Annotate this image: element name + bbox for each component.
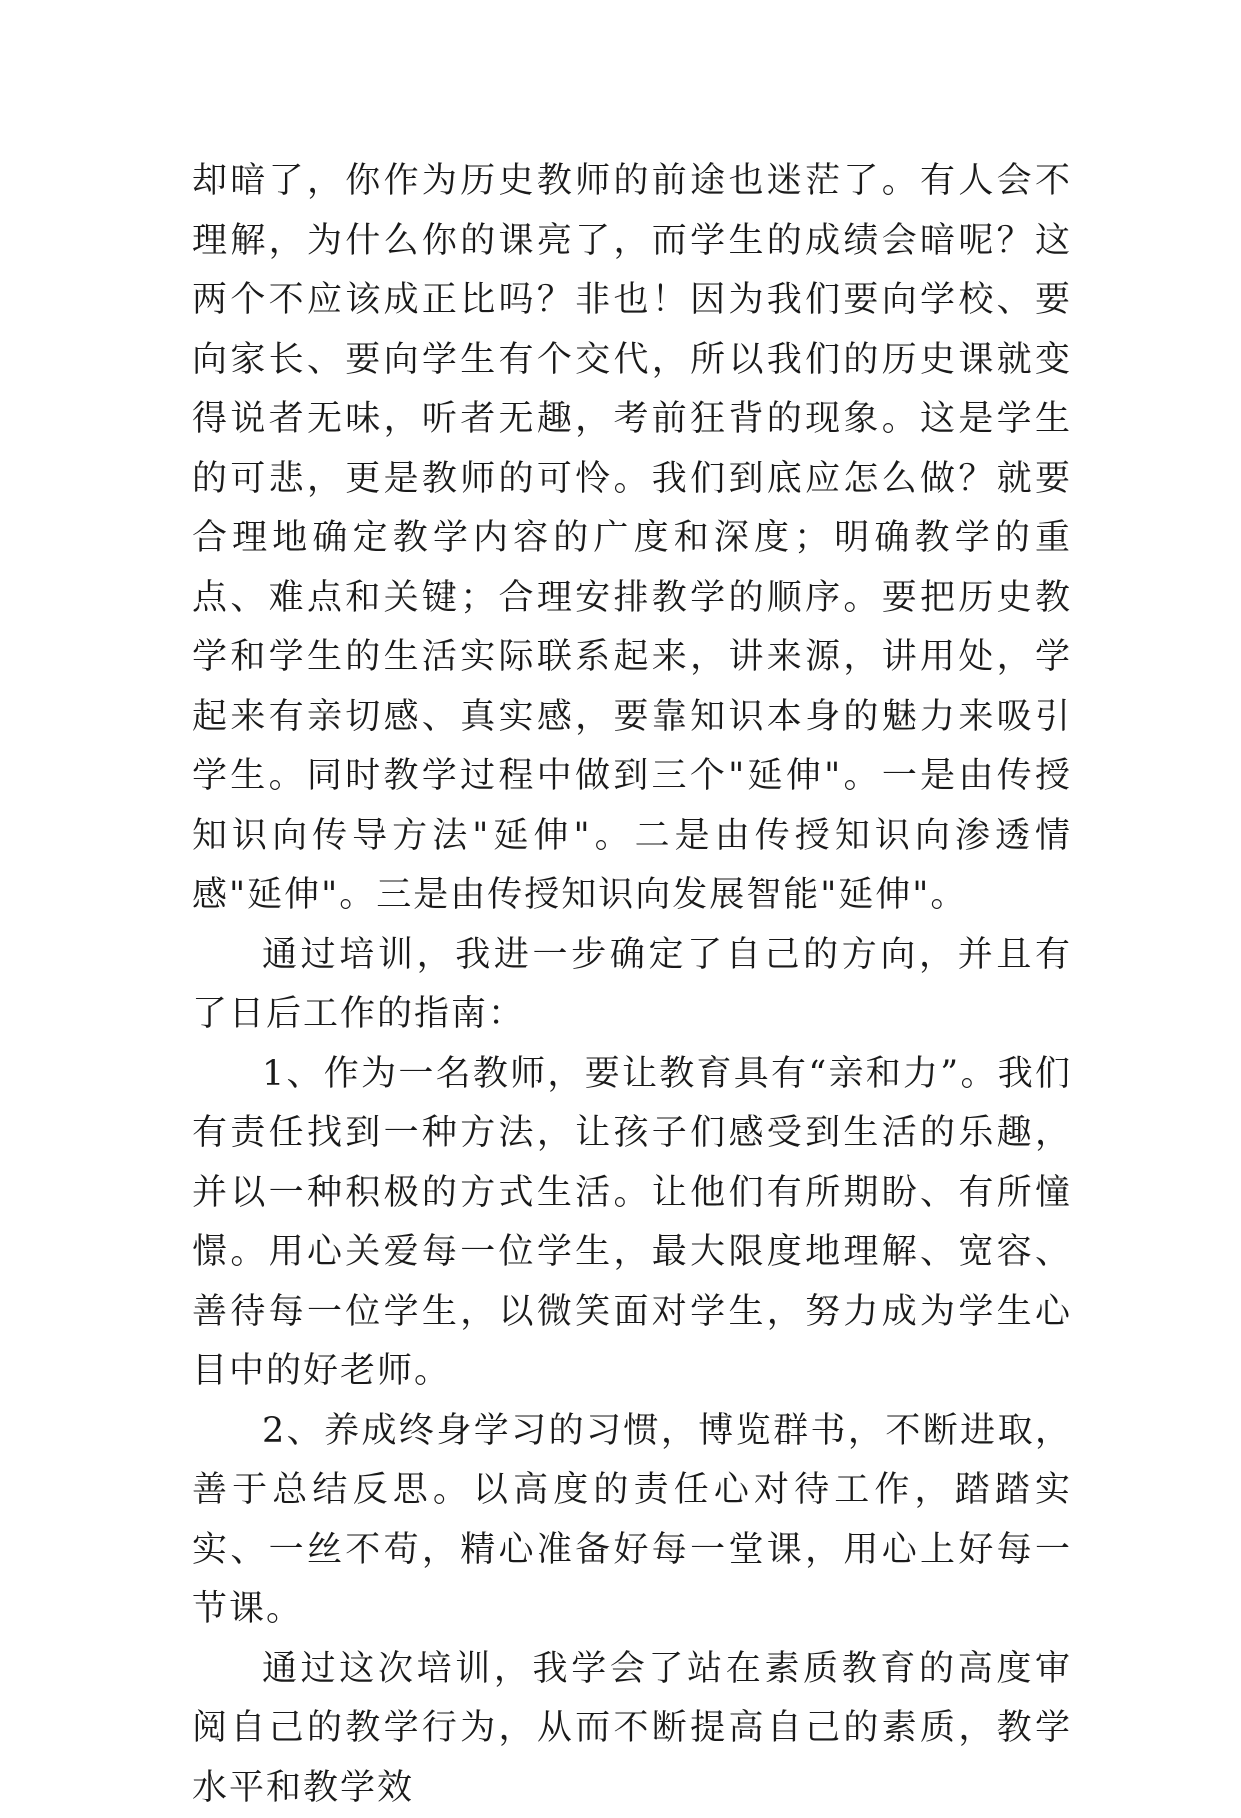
paragraph-point-1: 1、作为一名教师，要让教育具有“亲和力”。我们有责任找到一种方法，让孩子们感受到生活的乐趣，并以一种积极的方式生活。让他们有所期盼、有所憧憬。用心关爱每一位学生，最大限度地理解、宽容、善待每一位学生，以微笑面对学生，努力成为学生心目中的好老师。 (192, 1045, 1072, 1402)
document-body (192, 152, 1072, 1818)
paragraph-conclusion: 通过这次培训，我学会了站在素质教育的高度审阅自己的教学行为，从而不断提高自己的素质，教学水平和教学效 (192, 1640, 1072, 1818)
paragraph-continued: 却暗了，你作为历史教师的前途也迷茫了。有人会不理解，为什么你的课亮了，而学生的成绩会暗呢？这两个不应该成正比吗？非也！因为我们要向学校、要向家长、要向学生有个交代，所以我们的历史课就变得说者无味，听者无趣，考前狂背的现象。这是学生的可悲，更是教师的可怜。我们到底应怎么做？就要合理地确定教学内容的广度和深度；明确教学的重点、难点和关键；合理安排教学的顺序。要把历史教学和学生的生活实际联系起来，讲来源，讲用处，学起来有亲切感、真实感，要靠知识本身的魅力来吸引学生。同时教学过程中做到三个"延伸"。一是由传授知识向传导方法"延伸"。二是由传授知识向渗透情感"延伸"。三是由传授知识向发展智能"延伸"。 (192, 152, 1072, 926)
paragraph-training-direction: 通过培训，我进一步确定了自己的方向，并且有了日后工作的指南： (192, 926, 1072, 1045)
paragraph-point-2: 2、养成终身学习的习惯，博览群书，不断进取，善于总结反思。以高度的责任心对待工作，踏踏实实、一丝不苟，精心准备好每一堂课，用心上好每一节课。 (192, 1402, 1072, 1640)
